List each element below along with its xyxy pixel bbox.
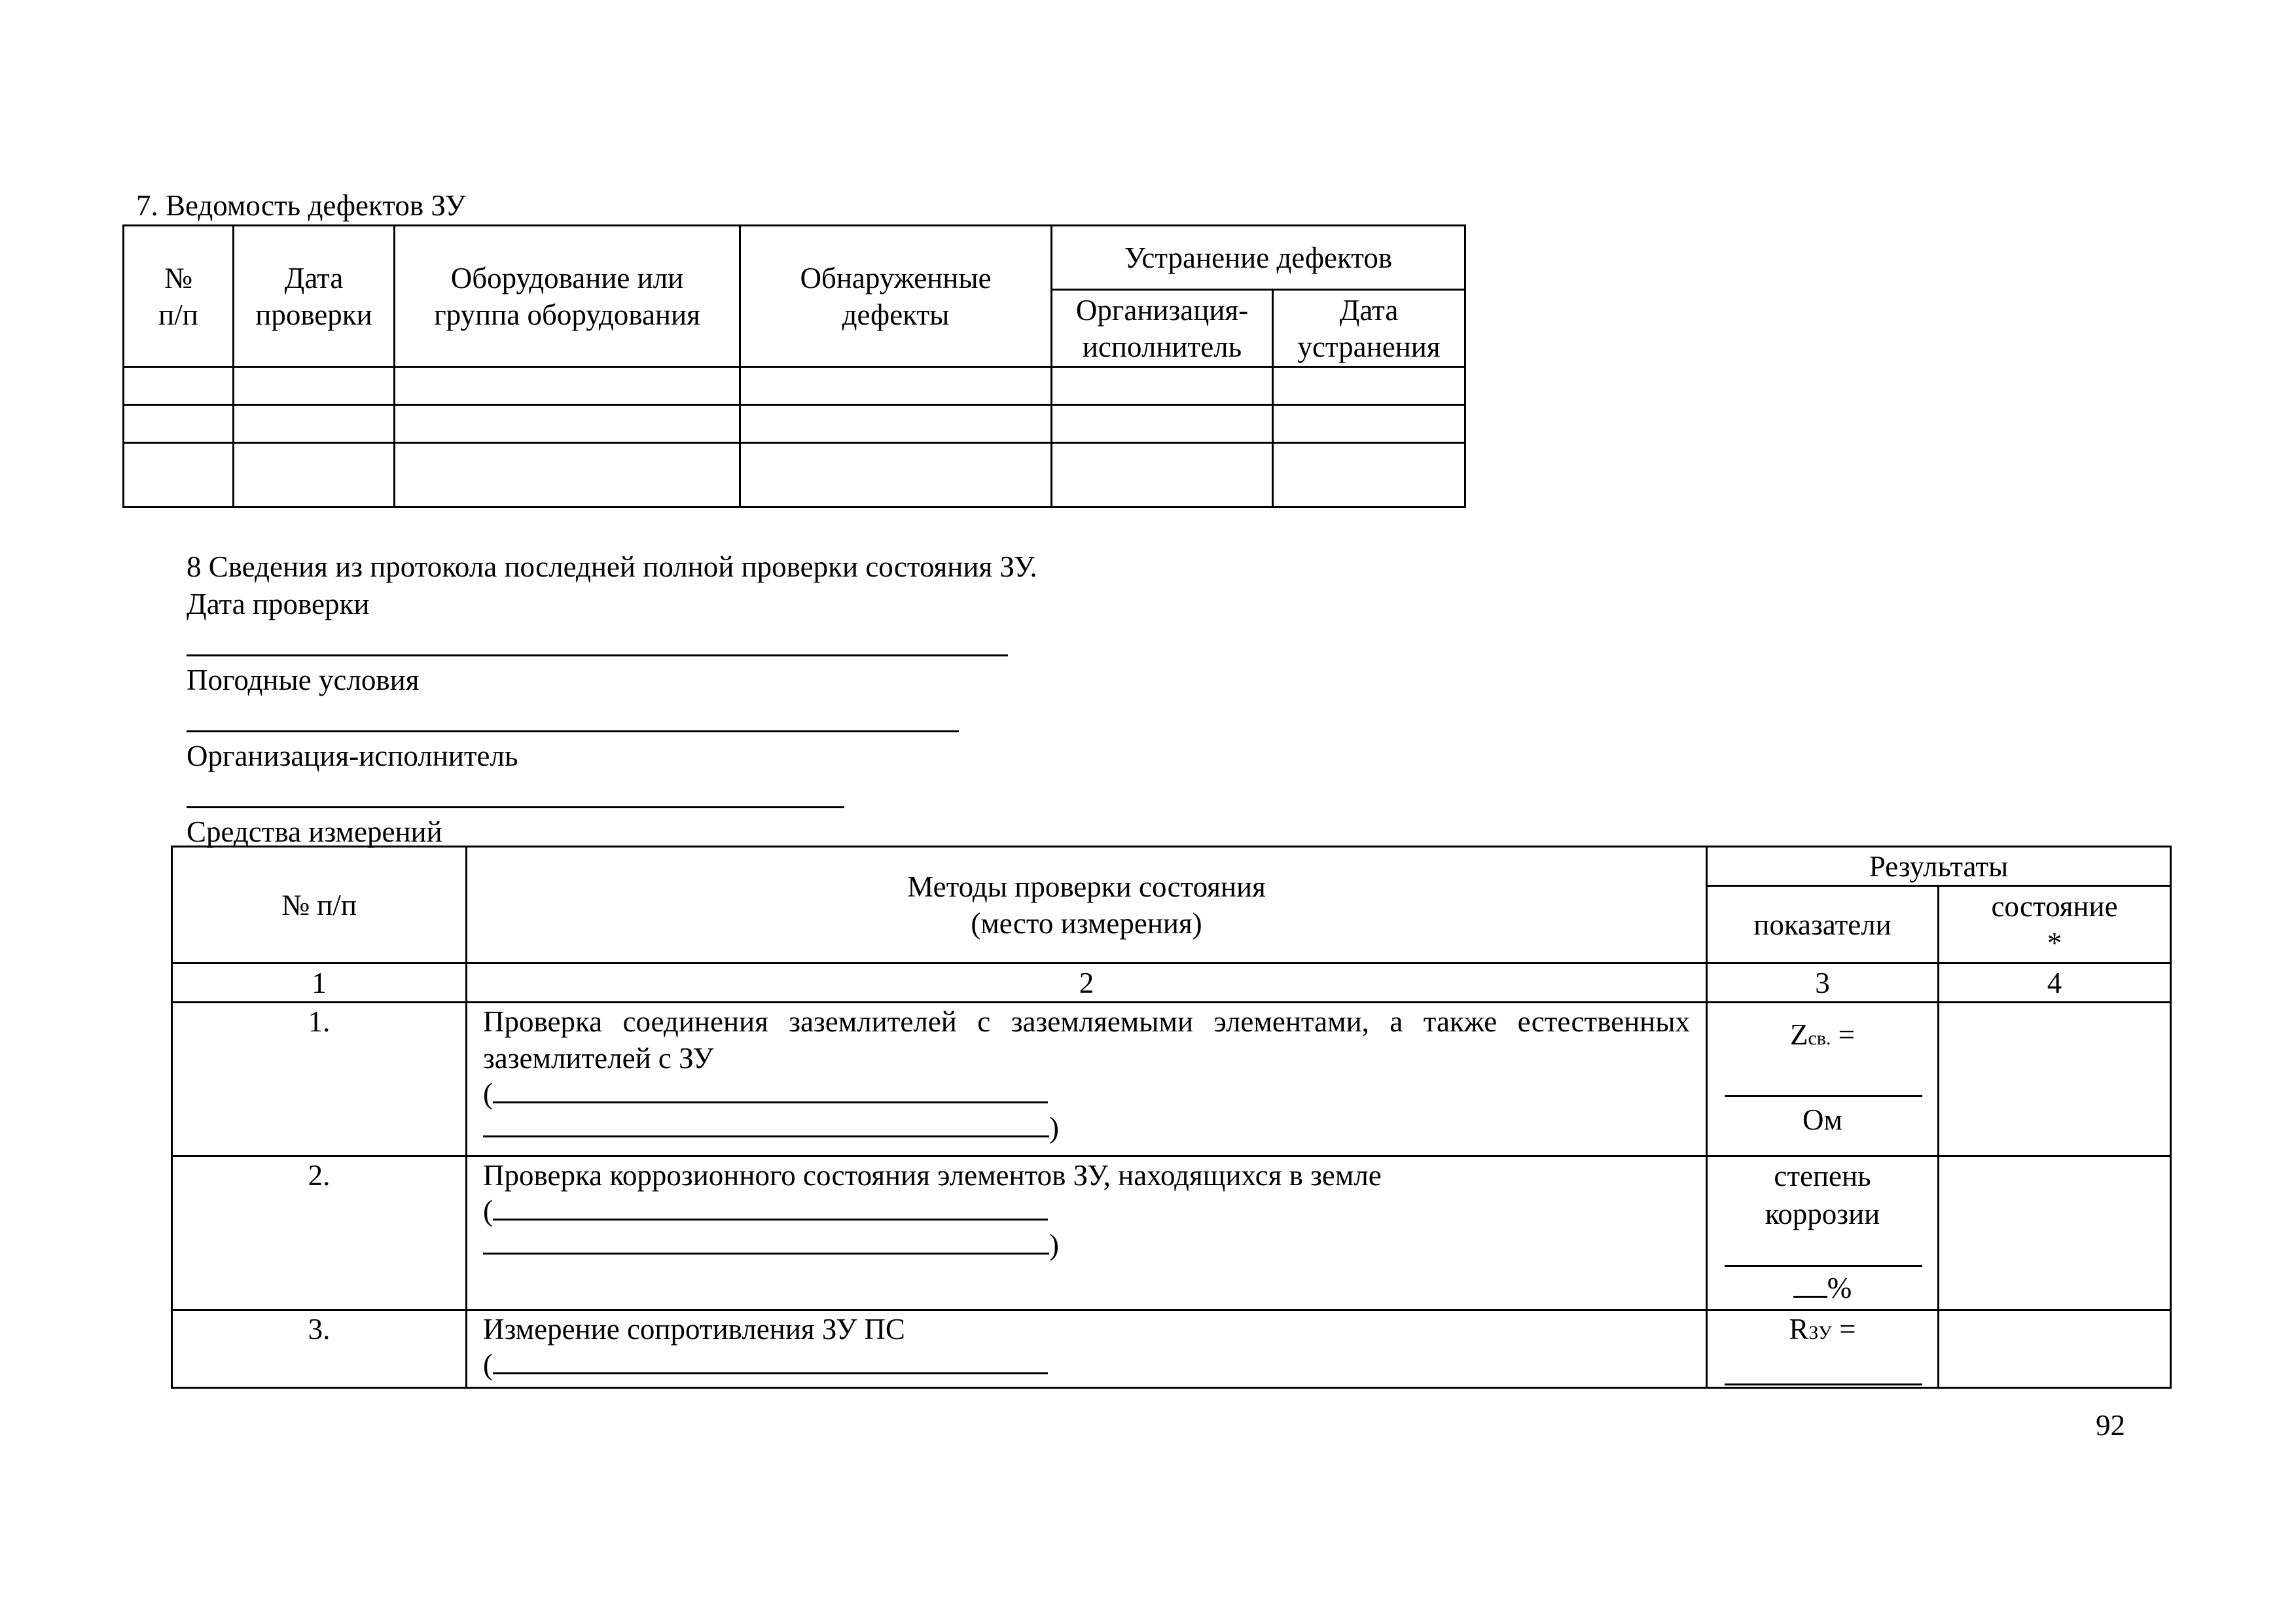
row-num: 1. — [172, 1003, 467, 1156]
defects-table — [122, 224, 1466, 508]
section-7-title: 7. Ведомость дефектов ЗУ — [136, 189, 466, 222]
row-method: Проверка соединения заземлителей с заземляемыми элементами, а также естественных заземлителей с ЗУ ( ) — [467, 1003, 1707, 1156]
field-line-weather — [187, 730, 959, 732]
col-number-3: 3 — [1707, 963, 1939, 1003]
header-num: № п/п — [124, 226, 234, 367]
row-indicator: степень коррозии % — [1707, 1156, 1939, 1310]
col-number-4: 4 — [1939, 963, 2171, 1003]
row-state — [1939, 1003, 2171, 1156]
table-row — [124, 367, 1465, 405]
inspection-table — [171, 846, 2172, 1389]
header-elim-date: Дата устранения — [1273, 290, 1465, 367]
header-org: Организация- исполнитель — [1052, 290, 1273, 367]
header-equipment: Оборудование или группа оборудования — [395, 226, 740, 367]
field-line-date — [187, 654, 1008, 656]
row-num: 2. — [172, 1156, 467, 1310]
table-row — [124, 405, 1465, 443]
table-row — [172, 1310, 2171, 1388]
section-8-title: 8 Сведения из протокола последней полной проверки состояния ЗУ. — [187, 550, 1037, 583]
row-indicator: RЗУ = — [1707, 1310, 1939, 1388]
field-label-weather: Погодные условия — [187, 664, 420, 696]
row-method: Проверка коррозионного состояния элементов ЗУ, находящихся в земле ( ) — [467, 1156, 1707, 1310]
header-defects: Обнаруженные дефекты — [740, 226, 1052, 367]
field-line-organization — [187, 806, 844, 808]
header-method: Методы проверки состояния (место измерения) — [467, 847, 1707, 963]
col-number-2: 2 — [467, 963, 1707, 1003]
row-indicator: Zсв. = Ом — [1707, 1003, 1939, 1156]
table-row — [172, 1156, 2171, 1310]
header-results: Результаты — [1707, 847, 2171, 886]
row-state — [1939, 1310, 2171, 1388]
header-indicators: показатели — [1707, 886, 1939, 963]
header-date: Дата проверки — [234, 226, 395, 367]
row-num: 3. — [172, 1310, 467, 1388]
header-state: состояние * — [1939, 886, 2171, 963]
row-method: Измерение сопротивления ЗУ ПС ( — [467, 1310, 1707, 1388]
table-row — [124, 443, 1465, 507]
header-elimination: Устранение дефектов — [1052, 226, 1465, 290]
field-label-instruments: Средства измерений — [187, 815, 442, 848]
header-num: № п/п — [172, 847, 467, 963]
field-label-organization: Организация-исполнитель — [187, 740, 518, 772]
row-state — [1939, 1156, 2171, 1310]
field-label-date: Дата проверки — [187, 588, 370, 620]
col-number-1: 1 — [172, 963, 467, 1003]
page-number: 92 — [2096, 1409, 2125, 1442]
table-row — [172, 1003, 2171, 1156]
